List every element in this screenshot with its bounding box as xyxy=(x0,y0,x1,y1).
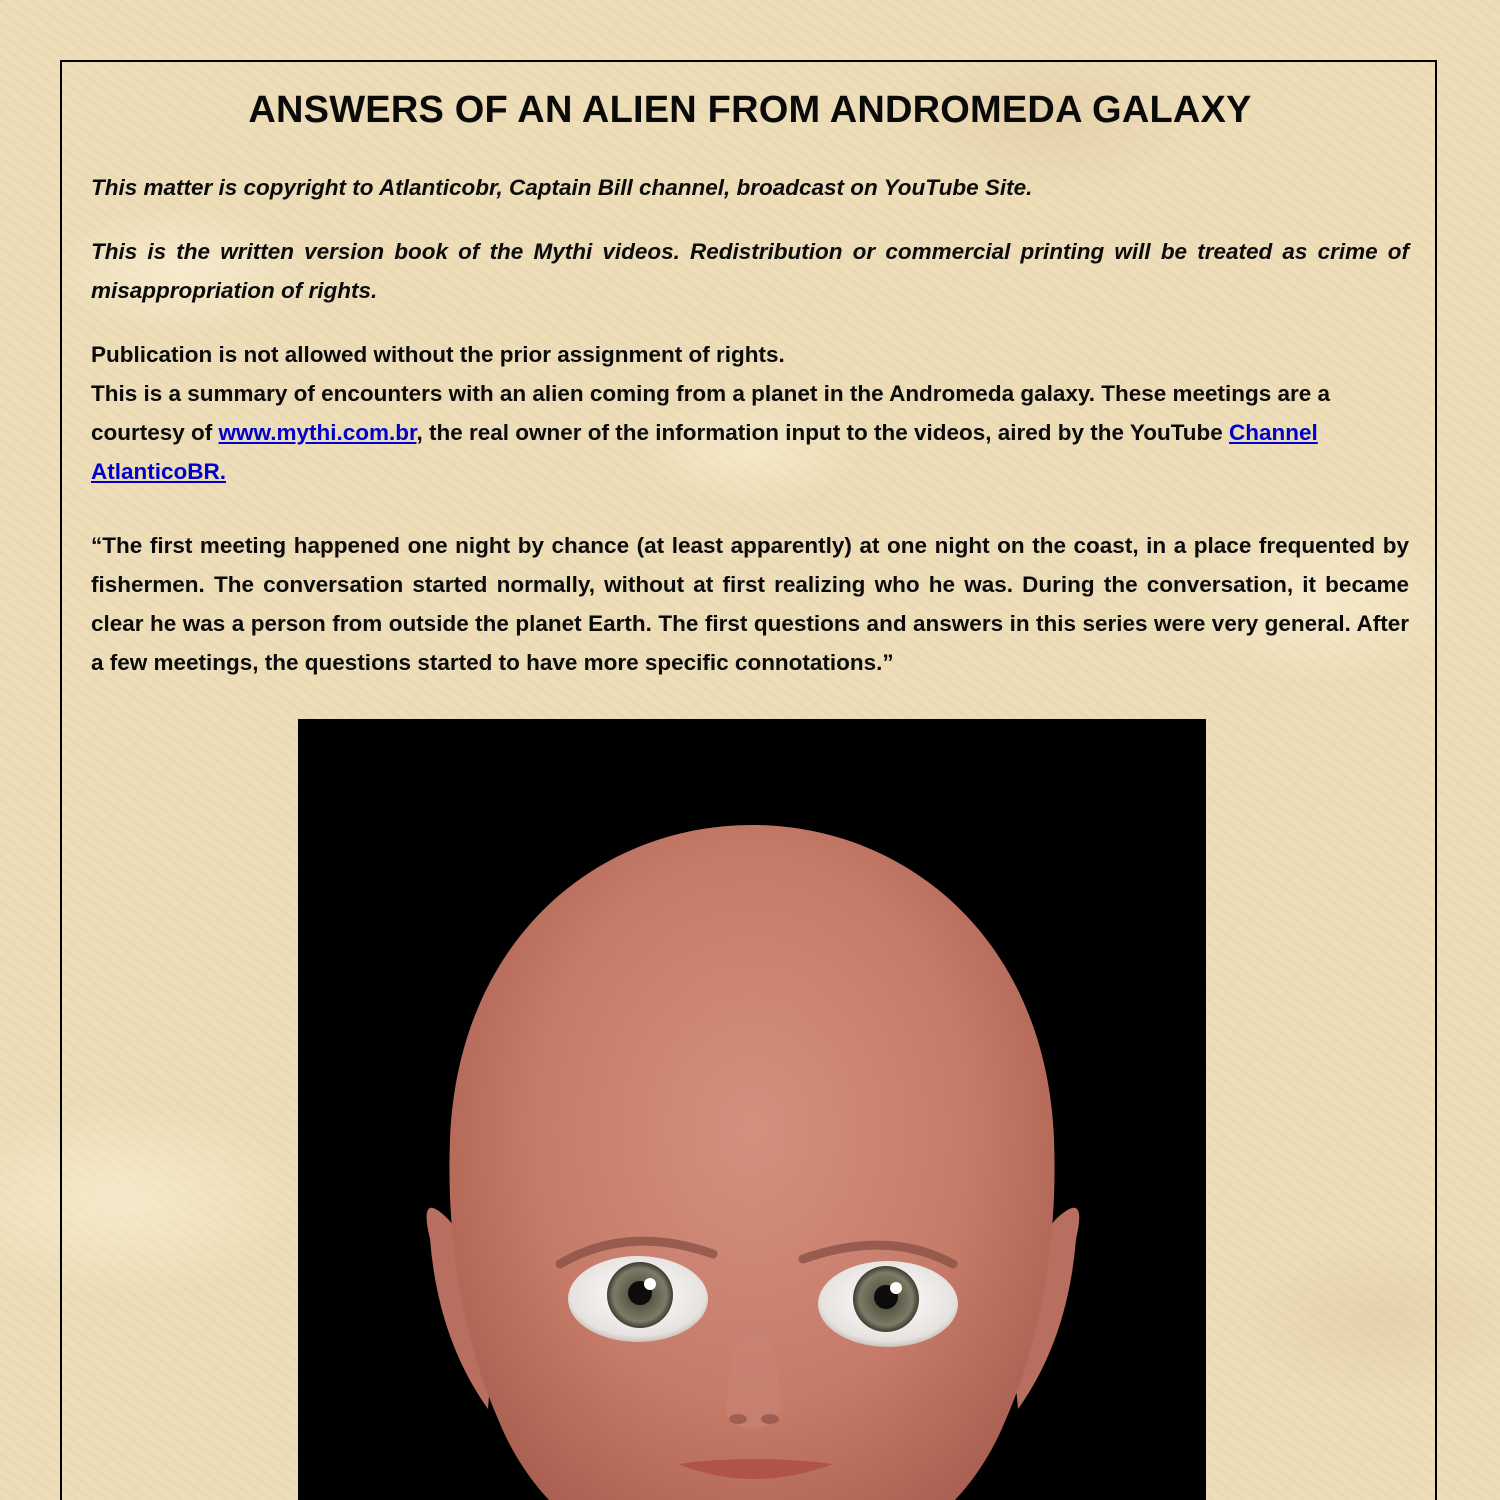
summary-text-part1: This is a summary of encounters with an alien coming from a planet in the Andromeda galaxy. These meetings are a courtesy of xyxy=(91,381,1331,445)
atlanticobr-channel-link[interactable]: Channel AtlanticoBR. xyxy=(91,420,1318,484)
redistribution-notice: This is the written version book of the Mythi videos. Redistribution or commercial printing will be treated as crime of misappropriation of rights. xyxy=(91,239,1409,303)
document-title: ANSWERS OF AN ALIEN FROM ANDROMEDA GALAXY xyxy=(248,89,1252,131)
alien-portrait-image xyxy=(298,719,1206,1500)
document-body xyxy=(91,168,1409,682)
alien-face-illustration xyxy=(298,719,1206,1500)
publication-notice: Publication is not allowed without the prior assignment of rights. xyxy=(91,342,785,367)
copyright-notice: This matter is copyright to Atlanticobr, Captain Bill channel, broadcast on YouTube Site. xyxy=(91,175,1033,200)
summary-paragraph xyxy=(91,374,1409,491)
mythi-website-link[interactable]: www.mythi.com.br xyxy=(218,420,417,445)
summary-text-part2: , the real owner of the information input to the videos, aired by the YouTube xyxy=(416,420,1230,445)
first-meeting-quote: “The first meeting happened one night by chance (at least apparently) at one night on the coast, in a place frequented by fishermen. The conversation started normally, without at first realizing who he was. During the conversation, it became clear he was a person from outside the planet Earth. The first questions and answers in this series were very general. After a few meetings, the questions started to have more specific connotations.” xyxy=(91,533,1409,675)
